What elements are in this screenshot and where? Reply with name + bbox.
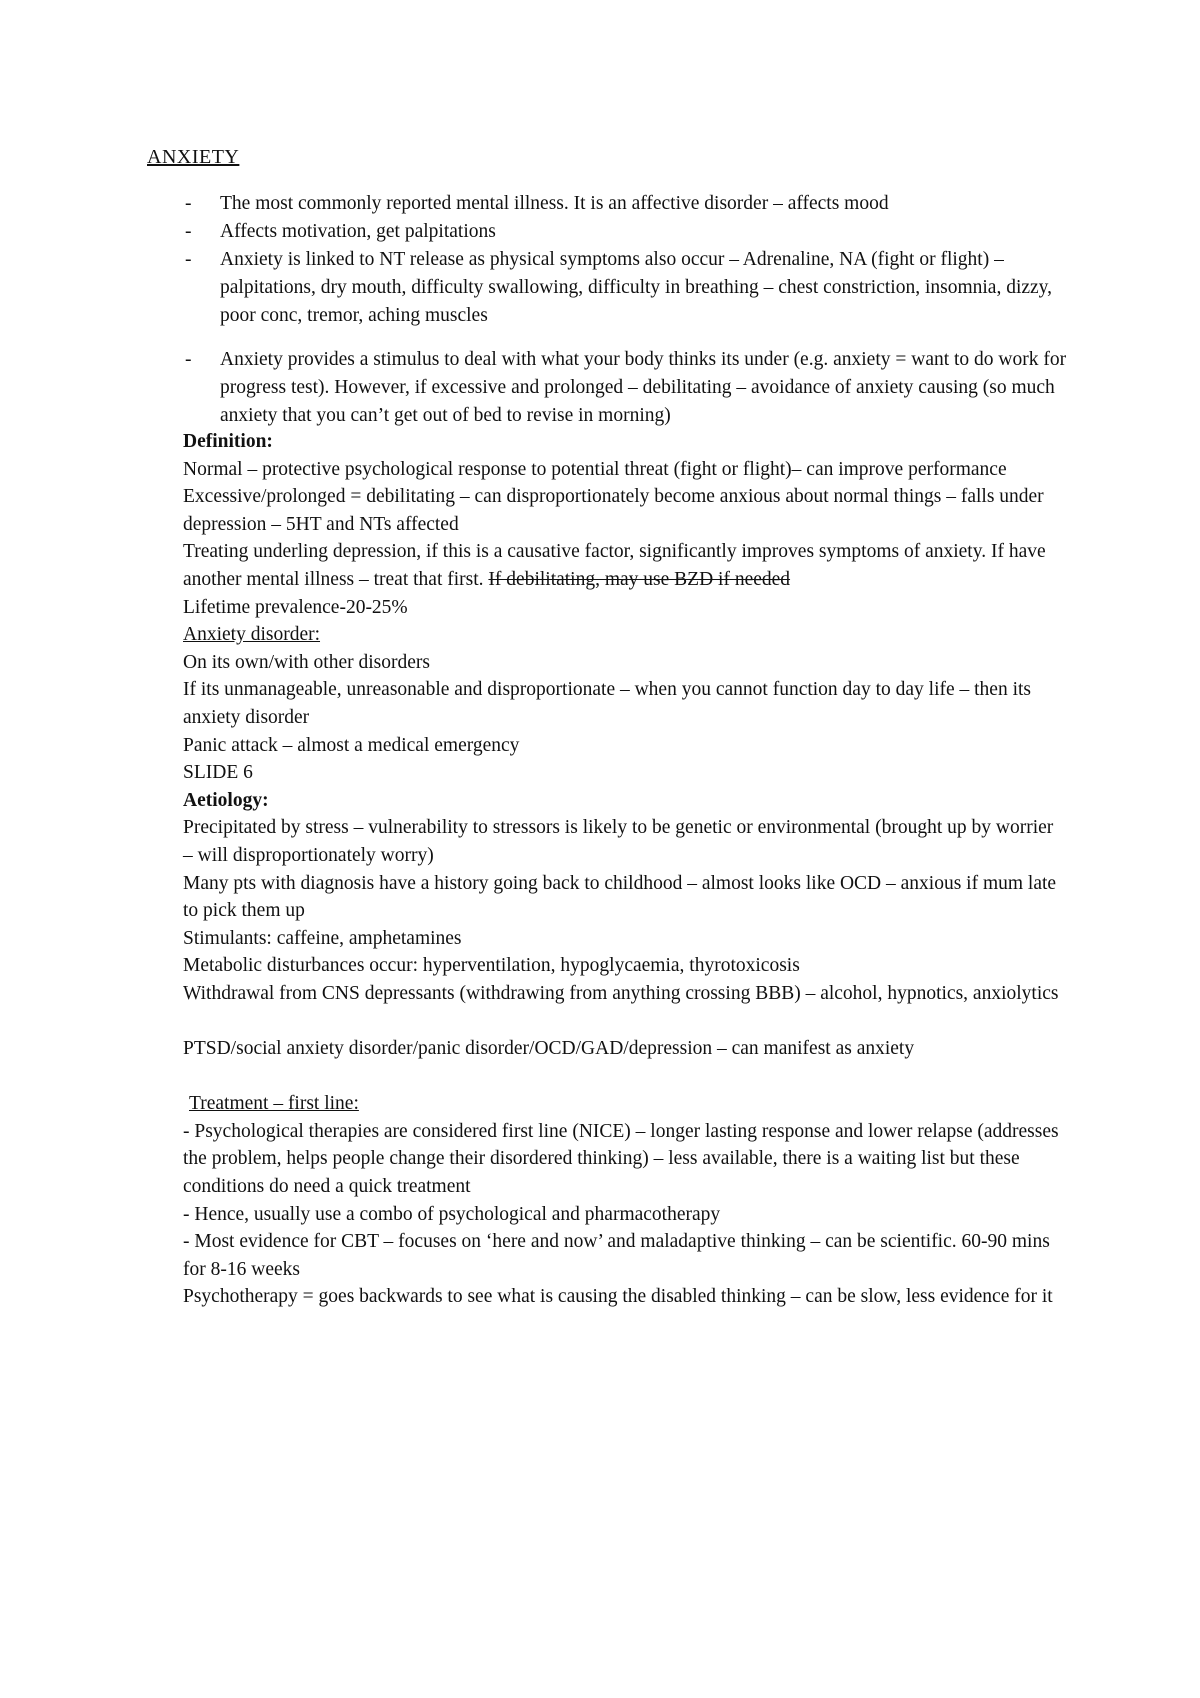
aetiology-line: Precipitated by stress – vulnerability to stressors is likely to be genetic or environmental (brought up by worrier – will disproportionately worry) bbox=[183, 817, 1054, 866]
list-item: - Affects motivation, get palpitations bbox=[147, 218, 1067, 246]
blank-line bbox=[183, 1007, 1063, 1035]
treatment-line: - Psychological therapies are considered first line (NICE) – longer lasting response and lower relapse (addresses the problem, helps people change their disordered thinking) – less available, there is a waiting list but these conditions do need a quick treatment bbox=[183, 1120, 1059, 1198]
treatment-line: - Hence, usually use a combo of psychological and pharmacotherapy bbox=[183, 1203, 721, 1225]
anxiety-disorder-line: SLIDE 6 bbox=[183, 762, 253, 784]
aetiology-line: Metabolic disturbances occur: hyperventilation, hypoglycaemia, thyrotoxicosis bbox=[183, 955, 800, 977]
anxiety-disorder-heading: Anxiety disorder: bbox=[183, 624, 321, 646]
definition-prevalence: Lifetime prevalence-20-25% bbox=[183, 596, 408, 618]
treatment-line: - Most evidence for CBT – focuses on ‘here and now’ and maladaptive thinking – can be scientific. 60-90 mins for 8-16 weeks bbox=[183, 1231, 1050, 1280]
treatment-heading: Treatment – first line: bbox=[189, 1093, 359, 1115]
manifest-line: PTSD/social anxiety disorder/panic disorder/OCD/GAD/depression – can manifest as anxiety bbox=[183, 1038, 915, 1060]
definition-normal: Normal – protective psychological response to potential threat (fight or flight)– can improve performance bbox=[183, 458, 1007, 480]
treatment-line: Psychotherapy = goes backwards to see what is causing the disabled thinking – can be slow, less evidence for it bbox=[183, 1286, 1053, 1308]
definition-heading: Definition: bbox=[183, 431, 273, 452]
struck-text: If debilitating, may use BZD if needed bbox=[488, 568, 791, 590]
aetiology-line: Stimulants: caffeine, amphetamines bbox=[183, 927, 462, 949]
bullet-marker: - bbox=[185, 221, 192, 242]
list-item: - Anxiety is linked to NT release as physical symptoms also occur – Adrenaline, NA (fight or flight) – palpitations, dry mouth, difficulty swallowing, difficulty in breathing – chest constriction, insomnia, dizzy, poor conc, tremor, aching muscles bbox=[147, 246, 1067, 330]
aetiology-line: Many pts with diagnosis have a history going back to childhood – almost looks like OCD – anxious if mum late to pick them up bbox=[183, 872, 1057, 922]
bullet-marker: - bbox=[185, 249, 192, 270]
bullet-marker: - bbox=[185, 349, 192, 370]
treatment-heading-row bbox=[183, 1090, 1063, 1118]
aetiology-line: Withdrawal from CNS depressants (withdrawing from anything crossing BBB) – alcohol, hypnotics, anxiolytics bbox=[183, 982, 1059, 1004]
anxiety-disorder-line: Panic attack – almost a medical emergency bbox=[183, 734, 520, 756]
intro-bullet-list bbox=[147, 190, 1067, 430]
anxiety-disorder-line: On its own/with other disorders bbox=[183, 651, 430, 673]
definition-excessive: Excessive/prolonged = debilitating – can disproportionately become anxious about normal things – falls under depression – 5HT and NTs affected bbox=[183, 486, 1044, 535]
document-body bbox=[183, 428, 1063, 1311]
list-item: - Anxiety provides a stimulus to deal with what your body thinks its under (e.g. anxiety = want to do work for progress test). However, if excessive and prolonged – debilitating – avoidance of anxiety causing (so much anxiety that you can’t get out of bed to revise in morning) bbox=[147, 346, 1067, 430]
definition-treating: Treating underling depression, if this is a causative factor, significantly improves symptoms of anxiety. If have another mental illness – treat that first. If debilitating, may use BZD if needed bbox=[183, 541, 1046, 590]
list-item: - The most commonly reported mental illness. It is an affective disorder – affects mood bbox=[147, 190, 1067, 218]
blank-line bbox=[183, 1063, 1063, 1091]
page-title: ANXIETY bbox=[147, 146, 240, 168]
bullet-marker: - bbox=[185, 193, 192, 214]
aetiology-heading: Aetiology: bbox=[183, 789, 269, 811]
anxiety-disorder-line: If its unmanageable, unreasonable and disproportionate – when you cannot function day to day life – then its anxiety disorder bbox=[183, 679, 1032, 728]
